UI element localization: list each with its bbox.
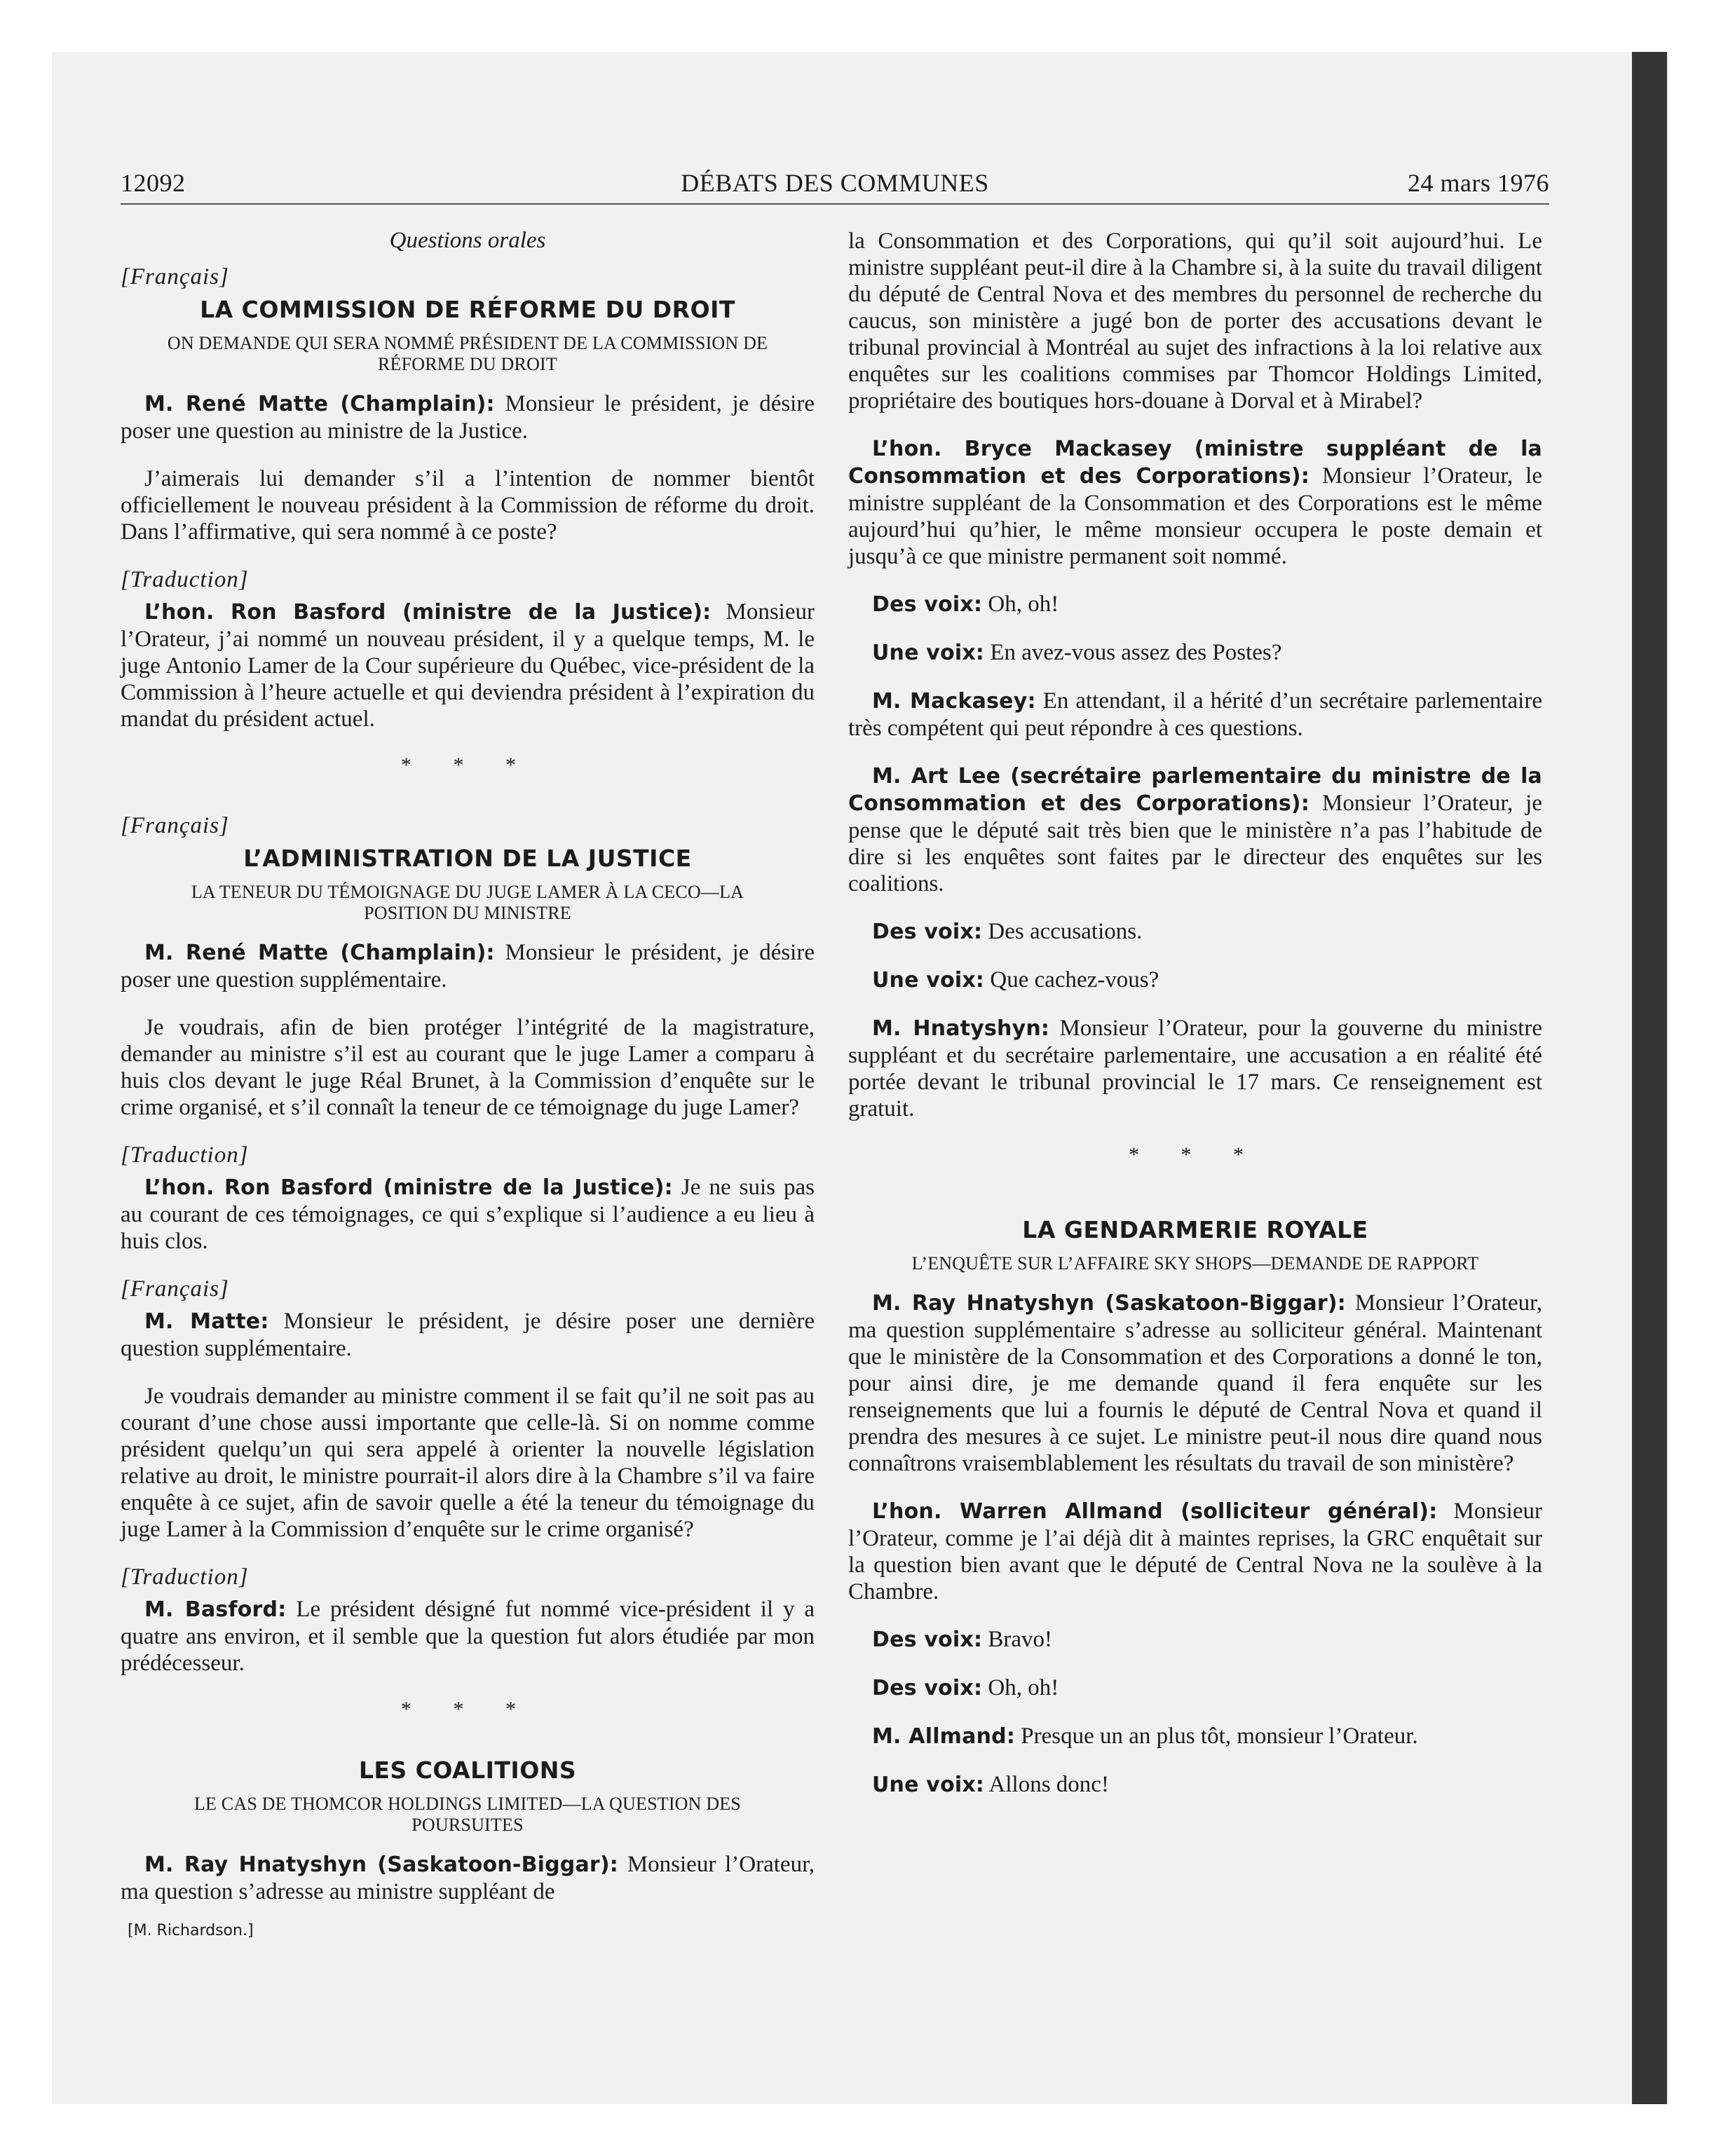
speaker: L’hon. Bryce Mackasey (ministre suppléant de la Consommation et des Corporations): [848,437,1542,489]
language-marker: [Traduction] [121,1142,249,1168]
speech-text: Oh, oh! [982,1675,1059,1700]
speech-text: Monsieur l’Orateur, le ministre suppléant de la Consommation et des Corporations est le même aujourd’hui qu’hier, le même monsieur occupera le poste demain et jusqu’à ce que ministre permanent soit nommé. [848,463,1542,569]
language-marker: [Traduction] [121,567,249,592]
paragraph [848,591,1542,618]
page-header [121,168,1549,205]
language-marker: [Français] [121,1276,229,1302]
section-subtitle: LE CAS DE THOMCOR HOLDINGS LIMITED—LA QUESTION DES POURSUITES [193,1794,742,1835]
speech-text: Que cachez-vous? [984,967,1159,992]
paragraph [121,1174,815,1255]
section-label: Questions orales [389,228,546,253]
speaker: M. Hnatyshyn: [872,1016,1050,1041]
paragraph [848,1723,1542,1750]
speaker-footnote: [M. Richardson.] [128,1922,254,1939]
paragraph [848,1674,1542,1702]
paragraph [848,918,1542,946]
page-number: 12092 [121,169,186,197]
speech-text: Monsieur le président, je désire poser une question supplémentaire. [121,940,815,992]
right-column [848,228,1542,1820]
paragraph [848,967,1542,994]
page-date: 24 mars 1976 [1408,169,1549,197]
section-title: LA GENDARMERIE ROYALE [1022,1216,1368,1243]
section-separator: * * * [401,753,534,777]
paragraph [848,1290,1542,1477]
speaker: M. René Matte (Champlain): [144,392,495,416]
section-title: LES COALITIONS [358,1756,577,1784]
speech-text: Presque un an plus tôt, monsieur l’Orateur. [1015,1724,1418,1749]
speech-text: Monsieur l’Orateur, comme je l’ai déjà dit à maintes reprises, la GRC enquêtait sur la question bien avant que le député de Central Nova ne la soulève à la Chambre. [848,1499,1542,1604]
speech-text: Allons donc! [984,1772,1109,1797]
paragraph [121,1308,815,1362]
speech-text: Monsieur l’Orateur, pour la gouverne du ministre suppléant et du secrétaire parlementaire, une accusation a en réalité été portée devant le tribunal provincial le 17 mars. Ce renseignement est gratuit. [848,1016,1542,1121]
speaker: M. René Matte (Champlain): [144,941,495,965]
speech-text: Le président désigné fut nommé vice-président il y a quatre ans environ, et il semble que la question fut alors étudiée par mon prédécesseur. [121,1597,815,1676]
speaker: Des voix: [872,1628,983,1652]
paragraph [121,390,815,444]
speech-text: Je ne suis pas au courant de ces témoignages, ce qui s’explique si l’audience a eu lieu à huis clos. [121,1175,815,1254]
speaker: Des voix: [872,592,983,617]
speaker: Une voix: [872,1773,985,1797]
speaker: Une voix: [872,968,985,992]
speech-text: Des accusations. [982,919,1143,944]
speech-text: Oh, oh! [982,592,1059,617]
speaker: M. Matte: [144,1309,269,1334]
paragraph [848,1771,1542,1799]
publication-title: DÉBATS DES COMMUNES [681,169,989,197]
speech-text: En attendant, il a hérité d’un secrétaire parlementaire très compétent qui peut répondre à ces questions. [848,688,1542,741]
language-marker: [Français] [121,813,229,838]
speaker: M. Ray Hnatyshyn (Saskatoon-Biggar): [144,1853,619,1877]
speaker: M. Mackasey: [872,689,1036,714]
paragraph [848,688,1542,742]
speaker: M. Art Lee (secrétaire parlementaire du ministre de la Consommation et des Corporations): [848,764,1542,816]
speaker: L’hon. Ron Basford (ministre de la Justice): [144,1175,673,1200]
section-subtitle: L’ENQUÊTE SUR L’AFFAIRE SKY SHOPS—DEMANDE DE RAPPORT [911,1253,1479,1274]
speech-text: En avez-vous assez des Postes? [984,640,1282,665]
paragraph [121,1851,815,1905]
section-subtitle: LA TENEUR DU TÉMOIGNAGE DU JUGE LAMER À LA CECO—LA POSITION DU MINISTRE [191,882,744,923]
speech-text: Monsieur l’Orateur, ma question s’adresse au ministre suppléant de [121,1852,815,1904]
speech-text: Bravo! [982,1627,1053,1652]
speaker: M. Allmand: [872,1724,1016,1749]
scan-edge-shadow [1632,52,1667,2104]
speaker: Des voix: [872,1676,983,1700]
section-subtitle: ON DEMANDE QUI SERA NOMMÉ PRÉSIDENT DE LA COMMISSION DE RÉFORME DU DROIT [167,333,768,374]
speaker: Des voix: [872,920,983,944]
paragraph: la Consommation et des Corporations, qui qu’il soit aujourd’hui. Le ministre suppléant peut-il dire à la Chambre si, à la suite du travail diligent du député de Central Nova et des membres du personnel de recherche du caucus, son ministère a jugé bon de porter des accusations devant le tribunal provincial à Montréal au sujet des infractions à la loi relative aux enquêtes sur les coalitions commises par Thomcor Holdings Limited, propriétaire des boutiques hors-douane à Dorval et à Mirabel? [848,228,1542,414]
paragraph [121,939,815,993]
paragraph [121,1596,815,1677]
paragraph [848,763,1542,897]
speech-text: Monsieur l’Orateur, ma question supplémentaire s’adresse au solliciteur général. Maintenant que le ministère de la Consommation et des Corporations a donné le ton, pour ainsi dire, je me demande quand il fera enquête sur les renseignements que lui a fournis le député de Central Nova et quand il prendra des mesures à ce sujet. Le ministre peut-il nous dire quand nous connaîtrons vraisemblablement les résultats du travail de son ministère? [848,1290,1542,1476]
section-title: LA COMMISSION DE RÉFORME DU DROIT [200,296,735,323]
speaker: L’hon. Ron Basford (ministre de la Justice): [144,600,712,625]
paragraph: J’aimerais lui demander s’il a l’intention de nommer bientôt officiellement le nouveau président à la Commission de réforme du droit. Dans l’affirmative, qui sera nommé à ce poste? [121,466,815,545]
paragraph [848,1498,1542,1605]
section-separator: * * * [1129,1143,1262,1166]
section-separator: * * * [401,1698,534,1721]
paragraph [848,435,1542,570]
paragraph [848,1626,1542,1653]
language-marker: [Traduction] [121,1564,249,1590]
paragraph [121,599,815,732]
paragraph [848,1015,1542,1122]
left-column [121,228,815,1939]
speech-text: Monsieur l’Orateur, je pense que le député sait très bien que le ministère n’a pas l’habitude de dire si les enquêtes sont faites par le directeur des enquêtes sur les coalitions. [848,791,1542,896]
paragraph: Je voudrais, afin de bien protéger l’intégrité de la magistrature, demander au ministre s’il est au courant que le juge Lamer a comparu à huis clos devant le juge Réal Brunet, à la Commission d’enquête sur le crime organisé, et s’il connaît la teneur de ce témoignage du juge Lamer? [121,1015,815,1120]
speaker: M. Basford: [144,1597,287,1622]
section-title: L’ADMINISTRATION DE LA JUSTICE [243,845,692,872]
paragraph [848,639,1542,667]
speech-text: Monsieur l’Orateur, j’ai nommé un nouveau président, il y a quelque temps, M. le juge Antonio Lamer de la Cour supérieure du Québec, vice-président de la Commission à l’heure actuelle et qui deviendra président à l’expiration du mandat du président actuel. [121,599,815,732]
speaker: Une voix: [872,641,985,665]
language-marker: [Français] [121,264,229,289]
speech-text: Monsieur le président, je désire poser une question au ministre de la Justice. [121,391,815,444]
speaker: M. Ray Hnatyshyn (Saskatoon-Biggar): [872,1291,1347,1316]
speech-text: Monsieur le président, je désire poser une dernière question supplémentaire. [121,1309,815,1361]
speaker: L’hon. Warren Allmand (solliciteur général): [872,1499,1438,1524]
paragraph: Je voudrais demander au ministre comment il se fait qu’il ne soit pas au courant d’une chose aussi importante que celle-là. Si on nomme comme président quelqu’un qui sera appelé à orienter la nouvelle législation relative au droit, le ministre pourrait-il alors dire à la Chambre s’il va faire enquête à ce sujet, afin de savoir quelle a été la teneur du témoignage du juge Lamer à la Commission d’enquête sur le crime organisé? [121,1384,815,1542]
